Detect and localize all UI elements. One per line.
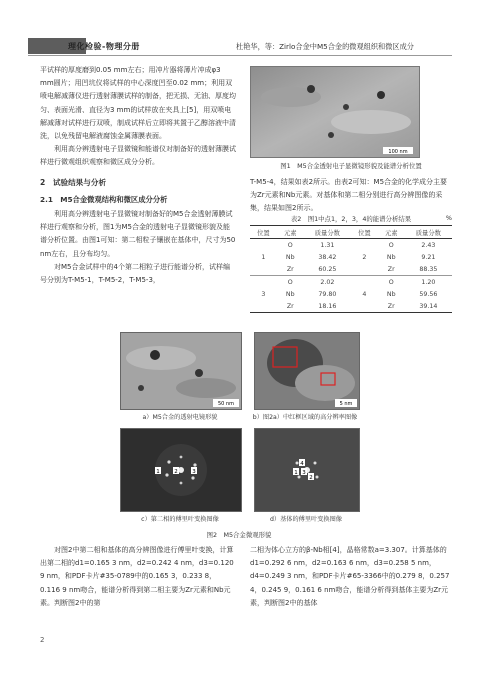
- micrograph-image: [251, 67, 419, 157]
- table-cell: [250, 239, 277, 252]
- table-cell: Zr: [286, 265, 294, 273]
- table-header: 元素: [283, 229, 297, 237]
- eds-table: [250, 225, 452, 313]
- fft-image: [255, 429, 359, 511]
- table-header: 元素: [384, 229, 398, 237]
- figure2-panel-a: [120, 332, 242, 410]
- scale-bar-label: 50 nm: [218, 401, 234, 407]
- table-cell: O: [388, 241, 394, 249]
- page-header: [0, 0, 480, 60]
- panel-b-caption: b）图2a）中红框区域的高分辨率图像: [252, 414, 358, 421]
- right-column-bottom: [250, 544, 452, 610]
- spot-label: 2: [174, 469, 178, 475]
- table-cell: 9.21: [421, 253, 436, 261]
- paragraph: 对图2中第二相和基体的高分辨图像进行傅里叶变换，计算出第二相的d1=0.165 3 nm，d2=0.242 4 nm，d3=0.120 9 nm，和PDF卡片#35-0789中的0.165 3，0.233 8，0.116 9 nm吻合，能谱分析得到第二相主要为Zr元素和Nb元素。判断图2中的第: [40, 546, 234, 607]
- table-cell: Nb: [285, 290, 295, 298]
- paragraph: 利用高分辨透射电子显微镜和能谱仪对制备好的透射薄膜试样进行微观组织观察和微区成分分析。: [40, 145, 236, 167]
- table-row: [250, 251, 452, 263]
- table-cell: 39.14: [419, 302, 438, 310]
- table-cell: Zr: [387, 302, 395, 310]
- tem-image: [121, 333, 241, 409]
- table-header: 位置: [358, 229, 371, 237]
- scale-bar-label: 100 nm: [388, 149, 408, 155]
- table-cell: 2.02: [320, 278, 335, 286]
- table-cell: 88.35: [419, 265, 438, 273]
- table-row: [250, 239, 452, 252]
- header-rule: [28, 55, 452, 56]
- table-cell: 1.20: [421, 278, 436, 286]
- spot-label: 2: [309, 475, 313, 481]
- table-cell: Nb: [386, 290, 396, 298]
- table-cell: 1.31: [320, 241, 335, 249]
- figure1-caption: 图1 M5合金透射电子显微镜形貌及能谱分析位置: [280, 162, 422, 170]
- paragraph: 平试样的厚度磨到0.05 mm左右；用冲片器将薄片冲成φ3 mm圆片；用凹坑仪将试样的中心深度凹至0.02 mm；利用双喷电解减薄仪进行透射薄膜试样的制备，把无损、无油、厚度均匀、表面光滑、直径为3 mm的试样放在夹具上[5]，用双喷电解减薄对试样进行双喷，制成试样后立即将其置于乙醇溶液中清洗，以免残留电解液腐蚀金属薄膜表面。: [40, 66, 236, 141]
- table-cell: 38.42: [318, 253, 337, 261]
- table-cell: 2.43: [421, 241, 436, 249]
- table-cell: [250, 300, 277, 313]
- journal-name: 理化检验-物理分册: [68, 42, 140, 51]
- table-cell: 4: [362, 290, 367, 298]
- table-row: [250, 300, 452, 313]
- panel-a-caption: a）M5合金的透射电镜形貌: [142, 414, 218, 421]
- table-row: [250, 276, 452, 289]
- table-header-row: [250, 226, 452, 239]
- table-header: 质量分数: [415, 229, 441, 237]
- paragraph: 二相为体心立方的β-Nb相[4]，晶格常数a=3.307。计算基体的d1=0.292 6 nm，d2=0.163 6 nm，d3=0.258 5 nm，d4=0.249 3 nm，和PDF卡片#65-3366中的0.279 8，0.257 4，0.245 9，0.161 6 nm吻合，能谱分析得到基体主要为Zr元素，判断图2中的基体: [250, 546, 450, 607]
- table-cell: 59.56: [419, 290, 438, 298]
- table-cell: 60.25: [318, 265, 337, 273]
- spot-label: 3: [302, 470, 306, 476]
- table-cell: 3: [261, 290, 266, 298]
- left-column: [40, 64, 236, 287]
- table-cell: [351, 263, 378, 276]
- table-cell: [250, 263, 277, 276]
- table-cell: 1: [261, 253, 266, 261]
- section-heading: 2 试验结果与分析: [40, 177, 107, 187]
- table-cell: Zr: [387, 265, 395, 273]
- subsection-heading: 2.1 M5合金微观结构和微区成分分析: [40, 194, 168, 204]
- panel-c-caption: c）第二相的傅里叶变换图像: [141, 516, 219, 523]
- table-cell: [351, 239, 378, 252]
- table-caption: 表2 图1中点1，2，3，4的能谱分析结果: [290, 215, 412, 223]
- table-cell: [351, 300, 378, 313]
- right-column: [250, 176, 452, 216]
- hrtem-image: [255, 333, 359, 409]
- paragraph: 对M5合金试样中的4个第二相粒子进行能谱分析，试样编号分别为T-M5-1，T-M5-2，T-M5-3，: [40, 262, 230, 285]
- figure2-caption: 图2 M5合金微观形貌: [206, 531, 272, 539]
- table-cell: 79.80: [318, 290, 337, 298]
- spot-label: 3: [192, 469, 196, 475]
- figure2-panel-d: [254, 428, 360, 512]
- table-header: 质量分数: [314, 229, 340, 237]
- spot-label: 4: [300, 461, 304, 467]
- scale-bar-label: 5 nm: [339, 401, 353, 407]
- spot-label: 1: [156, 469, 160, 475]
- fft-image: [121, 429, 241, 511]
- table-cell: [351, 276, 378, 289]
- left-column-bottom: [40, 544, 236, 610]
- table-cell: Nb: [285, 253, 295, 261]
- table-cell: O: [388, 278, 394, 286]
- table-cell: 2: [362, 253, 367, 261]
- table-row: [250, 288, 452, 300]
- table-cell: Nb: [386, 253, 396, 261]
- figure1-micrograph: [250, 66, 420, 158]
- figure2-panel-b: [254, 332, 360, 410]
- paragraph: 利用高分辨透射电子显微镜对制备好的M5合金透射薄膜试样进行观察和分析，图1为M5合金的透射电子显微镜形貌及能谱分析位置。由图1可知：第二相粒子镶嵌在基体中，尺寸为50 nm左右，且分布均匀。: [40, 210, 236, 258]
- table-cell: O: [287, 278, 293, 286]
- panel-d-caption: d）基体的傅里叶变换图像: [270, 516, 342, 523]
- table-cell: Zr: [286, 302, 294, 310]
- table-cell: 18.16: [318, 302, 337, 310]
- table-unit: %: [445, 214, 452, 222]
- running-title: 杜艳华，等：Zirlo合金中M5合金的微观组织和微区成分: [236, 42, 414, 51]
- figure2-panel-c: [120, 428, 242, 512]
- paragraph: T-M5-4，结果如表2所示。由表2可知：M5合金的化学成分主要为Zr元素和Nb元素。对基体和第二相分别进行高分辨图像的采集，结果如图2所示。: [250, 178, 448, 213]
- page-number: 2: [40, 636, 45, 644]
- table-cell: O: [287, 241, 293, 249]
- spot-label: 1: [294, 470, 298, 476]
- table-row: [250, 263, 452, 276]
- table-cell: [250, 276, 277, 289]
- table-header: 位置: [257, 229, 270, 237]
